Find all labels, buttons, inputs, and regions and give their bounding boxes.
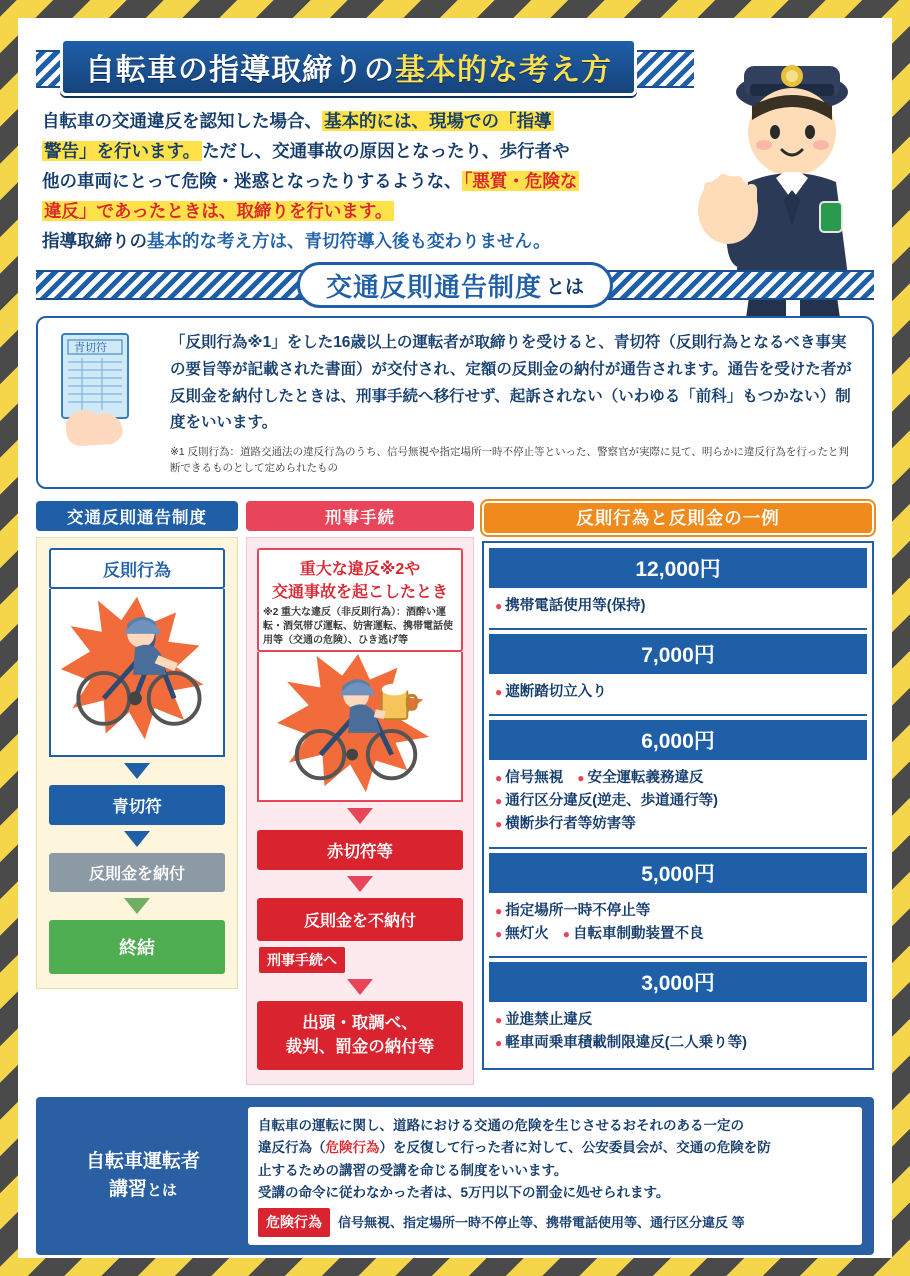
cyclist-illustration-drunk bbox=[257, 652, 463, 802]
conclusion-chip: 終結 bbox=[49, 920, 225, 974]
fine-item-group bbox=[489, 1005, 867, 1063]
column-criminal-procedure bbox=[246, 501, 474, 1086]
arrow-down-3 bbox=[124, 898, 150, 914]
intro-line1-highlight: 基本的には、現場での「指導 bbox=[324, 111, 552, 131]
fine-item: ● 横断歩行者等妨害等 bbox=[495, 813, 636, 836]
footer-line2-b: ）を反復して行った者に対して、公安委員会が、交通の危険を防 bbox=[379, 1140, 771, 1156]
ticket-label-text: 青切符 bbox=[74, 342, 107, 355]
column-traffic-violation-system bbox=[36, 501, 238, 1086]
section2-title-suffix: とは bbox=[546, 276, 585, 298]
fine-row bbox=[495, 790, 861, 813]
poster-page bbox=[18, 18, 892, 1258]
footer-tag: 危険行為 bbox=[258, 1208, 330, 1237]
to-criminal-procedure-tag: 刑事手続へ bbox=[259, 947, 345, 973]
red-ticket-chip: 赤切符等 bbox=[257, 830, 463, 870]
footer-lead-line2: 講習 bbox=[108, 1179, 147, 1201]
footer-line3: 止するための講習の受講を命じる制度をいいます。 bbox=[258, 1162, 568, 1178]
footer-line4: 受講の命令に従わなかった者は、5万円以下の罰金に処せられます。 bbox=[258, 1184, 670, 1200]
footer-body bbox=[248, 1107, 862, 1245]
intro-line1-plain: 自転車の交通違反を認知した場合、 bbox=[42, 111, 322, 131]
footer-lead bbox=[48, 1148, 238, 1205]
intro-line3-plain: 他の車両にとって危険・迷惑となったりするような、 bbox=[42, 171, 462, 192]
section2-footnote: ※1 反則行為：道路交通法の違反行為のうち、信号無視や指定場所一時不停止等といった、警察官が実際に見て、明らかに違反行為を行ったと判断できるものとして定められたもの bbox=[170, 446, 849, 474]
fine-item-group bbox=[489, 591, 867, 626]
fines-list bbox=[482, 541, 874, 1071]
cyclist-illustration-normal bbox=[49, 589, 225, 757]
fine-separator bbox=[489, 956, 867, 958]
blue-ticket-illustration bbox=[52, 330, 160, 476]
fine-item: ● 通行区分違反(逆走、歩道通行等) bbox=[495, 790, 718, 813]
fine-item: ● 自転車制動装置不良 bbox=[563, 923, 704, 946]
arrow-down-1 bbox=[124, 763, 150, 779]
fine-amount: 6,000円 bbox=[489, 720, 867, 760]
fine-item: ● 遮断踏切立入り bbox=[495, 681, 607, 704]
fine-separator bbox=[489, 628, 867, 630]
fine-amount: 5,000円 bbox=[489, 853, 867, 893]
footer-line2-a: 違反行為（ bbox=[258, 1140, 326, 1156]
section2-body: 「反則行為※1」をした16歳以上の運転者が取締りを受けると、青切符（反則行為となるべき事実の要旨等が記載された書面）が交付され、定額の反則金の納付が通告されます。通告を受けた者が反則金を納付したときは、刑事手続へ移行せず、起訴されない（いわゆる「前科」もつかない）制度をいいます。 bbox=[170, 334, 852, 432]
column-fines-examples bbox=[482, 501, 874, 1086]
fine-amount: 12,000円 bbox=[489, 548, 867, 588]
intro-line4-highlight: 違反」であったときは、取締りを行います。 bbox=[44, 201, 393, 222]
intro-line3-highlight: 「悪質・危険な bbox=[463, 171, 578, 192]
fine-amount: 3,000円 bbox=[489, 962, 867, 1002]
unpaid-fine-chip: 反則金を不納付 bbox=[257, 898, 463, 941]
fine-item: ● 無灯火 bbox=[495, 923, 549, 946]
footer-lead-suffix: とは bbox=[147, 1182, 178, 1200]
col-b-header: 刑事手続 bbox=[246, 501, 474, 531]
violation-act-label: 反則行為 bbox=[49, 548, 225, 589]
fine-item: ● 軽車両乗車積載制限違反(二人乗り等) bbox=[495, 1032, 747, 1055]
section-banner-traffic-violation-system bbox=[36, 262, 874, 308]
footer-tag-text: 信号無視、指定場所一時不停止等、携帯電話使用等、通行区分違反 等 bbox=[338, 1214, 745, 1230]
fine-item: ● 信号無視 bbox=[495, 767, 563, 790]
court-line1: 出頭・取調べ、 bbox=[302, 1013, 418, 1032]
page-title-highlight: 基本的な考え方 bbox=[395, 54, 612, 87]
fine-amount: 7,000円 bbox=[489, 634, 867, 674]
fine-row bbox=[495, 923, 861, 946]
fine-separator bbox=[489, 847, 867, 849]
col-a-header: 交通反則通告制度 bbox=[36, 501, 238, 531]
fine-row bbox=[495, 1032, 861, 1055]
section2-title: 交通反則通告制度 bbox=[325, 271, 542, 302]
blue-ticket-explanation-box bbox=[36, 316, 874, 488]
fine-row bbox=[495, 767, 861, 790]
footer-dangerous-act: 危険行為 bbox=[325, 1140, 380, 1156]
fine-row bbox=[495, 681, 861, 704]
fine-item-group bbox=[489, 677, 867, 712]
fine-separator bbox=[489, 714, 867, 716]
intro-line2-plain: ただし、交通事故の原因となったり、歩行者や bbox=[202, 141, 570, 162]
page-title-plain: 自転車の指導取締りの bbox=[85, 54, 395, 87]
pay-fine-chip: 反則金を納付 bbox=[49, 853, 225, 892]
fine-item: ● 安全運転義務違反 bbox=[577, 767, 703, 790]
intro-line5-plain: 指導取締りの bbox=[42, 231, 147, 252]
fines-header: 反則行為と反則金の一例 bbox=[482, 501, 874, 535]
page-title bbox=[60, 38, 637, 96]
serious-violation-note: ※2 重大な違反（非反則行為）：酒酔い運転・酒気帯び運転、妨害運転、携帯電話使用等（交通の危険）、ひき逃げ等 bbox=[263, 606, 453, 646]
footer-lead-line1: 自転車運転者 bbox=[85, 1150, 200, 1172]
blue-ticket-chip: 青切符 bbox=[49, 785, 225, 825]
fine-row bbox=[495, 813, 861, 836]
cyclist-course-footer bbox=[36, 1097, 874, 1255]
arrow-down-5 bbox=[347, 876, 373, 892]
fine-item: ● 指定場所一時不停止等 bbox=[495, 900, 650, 923]
fine-item: ● 携帯電話使用等(保持) bbox=[495, 595, 645, 618]
fine-row bbox=[495, 1009, 861, 1032]
fine-row bbox=[495, 900, 861, 923]
serious-violation-line2: 交通事故を起こしたとき bbox=[271, 583, 448, 601]
fine-item: ● 並進禁止違反 bbox=[495, 1009, 592, 1032]
arrow-down-6 bbox=[347, 979, 373, 995]
flow-and-fines bbox=[36, 501, 874, 1086]
serious-violation-line1: 重大な違反※2や bbox=[299, 560, 421, 578]
footer-line1: 自転車の運転に関し、道路における交通の危険を生じさせるおそれのある一定の bbox=[258, 1118, 744, 1134]
court-line2: 裁判、罰金の納付等 bbox=[285, 1038, 435, 1057]
arrow-down-2 bbox=[124, 831, 150, 847]
serious-violation-header bbox=[257, 548, 463, 652]
fine-item-group bbox=[489, 896, 867, 954]
arrow-down-4 bbox=[347, 808, 373, 824]
intro-line2-highlight: 警告」を行います。 bbox=[44, 141, 201, 162]
fine-row bbox=[495, 595, 861, 618]
intro-text bbox=[42, 106, 672, 256]
fine-item-group bbox=[489, 763, 867, 845]
court-procedure-chip bbox=[257, 1001, 463, 1071]
intro-line5-blue: 基本的な考え方は、青切符導入後も変わりません。 bbox=[147, 231, 551, 252]
